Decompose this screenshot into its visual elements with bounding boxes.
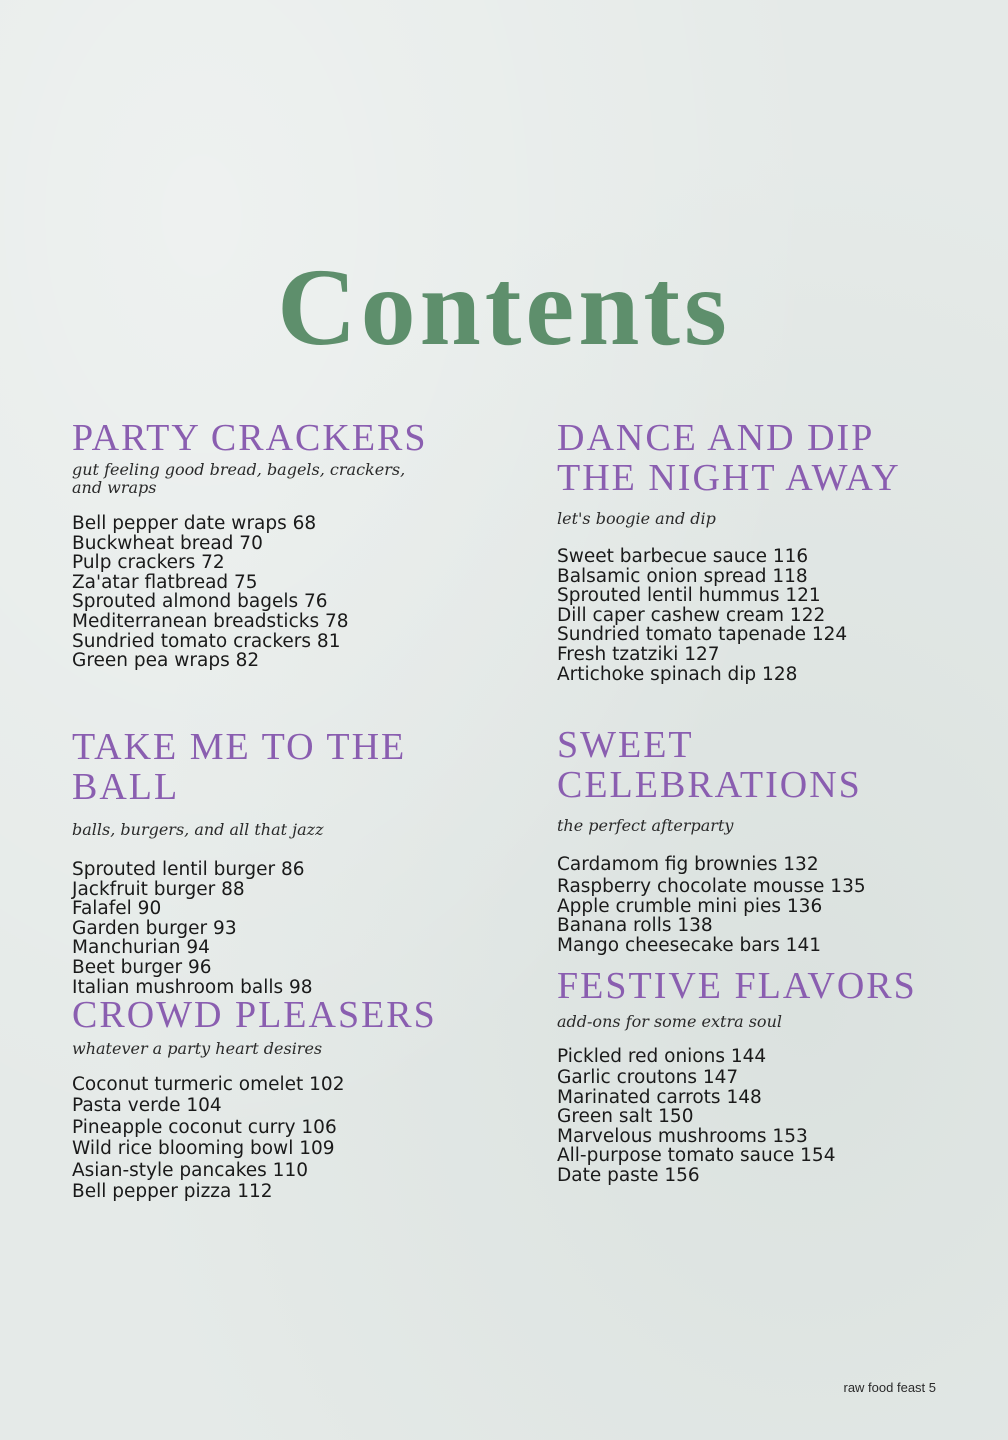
list-item[interactable]: Jackfruit burger 88: [72, 878, 245, 900]
list-item[interactable]: Marinated carrots 148: [557, 1086, 762, 1108]
page-title: Contents: [277, 245, 731, 368]
list-item[interactable]: Marvelous mushrooms 153: [557, 1125, 808, 1147]
list-item[interactable]: Garden burger 93: [72, 917, 237, 939]
list-item[interactable]: Garlic croutons 147: [557, 1067, 739, 1088]
list-item[interactable]: Raspberry chocolate mousse 135: [557, 876, 866, 897]
list-item[interactable]: Wild rice blooming bowl 109: [72, 1138, 335, 1160]
list-item[interactable]: Asian-style pancakes 110: [72, 1159, 308, 1181]
list-item[interactable]: Mango cheesecake bars 141: [557, 934, 821, 956]
list-item[interactable]: Dill caper cashew cream 122: [557, 604, 826, 626]
list-item[interactable]: Sprouted lentil burger 86: [72, 859, 305, 880]
page-footer: raw food feast 5: [843, 1380, 936, 1395]
list-item[interactable]: Sundried tomato crackers 81: [72, 630, 341, 652]
section-subtitle: add-ons for some extra soul: [557, 1012, 782, 1031]
section-crowd-pleasers: [72, 995, 512, 1202]
list-item[interactable]: Artichoke spinach dip 128: [557, 663, 798, 685]
section-dance-and-dip: [557, 418, 957, 684]
list-item[interactable]: Pulp crackers 72: [72, 552, 225, 574]
list-item[interactable]: Pasta verde 104: [72, 1095, 222, 1117]
section-subtitle: let's boogie and dip: [557, 509, 716, 528]
list-item[interactable]: Italian mushroom balls 98: [72, 976, 313, 998]
list-item[interactable]: Cardamom fig brownies 132: [557, 854, 819, 875]
list-item[interactable]: Bell pepper date wraps 68: [72, 513, 317, 534]
list-item[interactable]: Mediterranean breadsticks 78: [72, 610, 349, 632]
section-item-list: [557, 853, 987, 955]
list-item[interactable]: Green salt 150: [557, 1106, 694, 1128]
section-take-me-to-the-ball: [72, 727, 512, 997]
section-festive-flavors: [557, 966, 957, 1186]
list-item[interactable]: Za'atar flatbread 75: [72, 571, 258, 593]
section-subtitle: balls, burgers, and all that jazz: [72, 820, 324, 839]
list-item[interactable]: Green pea wraps 82: [72, 650, 260, 672]
list-item[interactable]: Coconut turmeric omelet 102: [72, 1074, 345, 1095]
list-item[interactable]: Bell pepper pizza 112: [72, 1181, 273, 1203]
list-item[interactable]: Sweet barbecue sauce 116: [557, 546, 809, 567]
list-item[interactable]: Date paste 156: [557, 1164, 700, 1186]
section-sweet-celebrations: [557, 725, 987, 955]
list-item[interactable]: Fresh tzatziki 127: [557, 643, 720, 665]
section-heading: DANCE AND DIP THE NIGHT AWAY: [557, 417, 901, 499]
section-heading: PARTY CRACKERS: [72, 417, 428, 459]
list-item[interactable]: Falafel 90: [72, 898, 162, 920]
list-item[interactable]: Sprouted lentil hummus 121: [557, 585, 821, 607]
section-item-list: [72, 1074, 512, 1202]
section-item-list: [72, 514, 512, 671]
section-item-list: [557, 547, 957, 684]
list-item[interactable]: All-purpose tomato sauce 154: [557, 1145, 836, 1167]
section-heading: FESTIVE FLAVORS: [557, 965, 917, 1007]
section-item-list: [557, 1046, 957, 1186]
list-item[interactable]: Manchurian 94: [72, 937, 210, 959]
section-item-list: [72, 860, 512, 997]
section-subtitle: whatever a party heart desires: [72, 1039, 323, 1058]
list-item[interactable]: Pickled red onions 144: [557, 1046, 767, 1067]
list-item[interactable]: Buckwheat bread 70: [72, 532, 263, 554]
section-heading: SWEET CELEBRATIONS: [557, 724, 862, 806]
section-heading: TAKE ME TO THE BALL: [72, 726, 407, 808]
section-heading: CROWD PLEASERS: [72, 994, 437, 1036]
section-subtitle: the perfect afterparty: [557, 816, 734, 835]
section-subtitle: gut feeling good bread, bagels, crackers, and wraps: [72, 460, 406, 497]
list-item[interactable]: Banana rolls 138: [557, 915, 713, 937]
section-party-crackers: [72, 418, 512, 671]
list-item[interactable]: Pineapple coconut curry 106: [72, 1116, 337, 1138]
list-item[interactable]: Apple crumble mini pies 136: [557, 895, 823, 917]
list-item[interactable]: Sundried tomato tapenade 124: [557, 624, 848, 646]
list-item[interactable]: Sprouted almond bagels 76: [72, 591, 328, 613]
list-item[interactable]: Beet burger 96: [72, 956, 212, 978]
list-item[interactable]: Balsamic onion spread 118: [557, 565, 808, 587]
